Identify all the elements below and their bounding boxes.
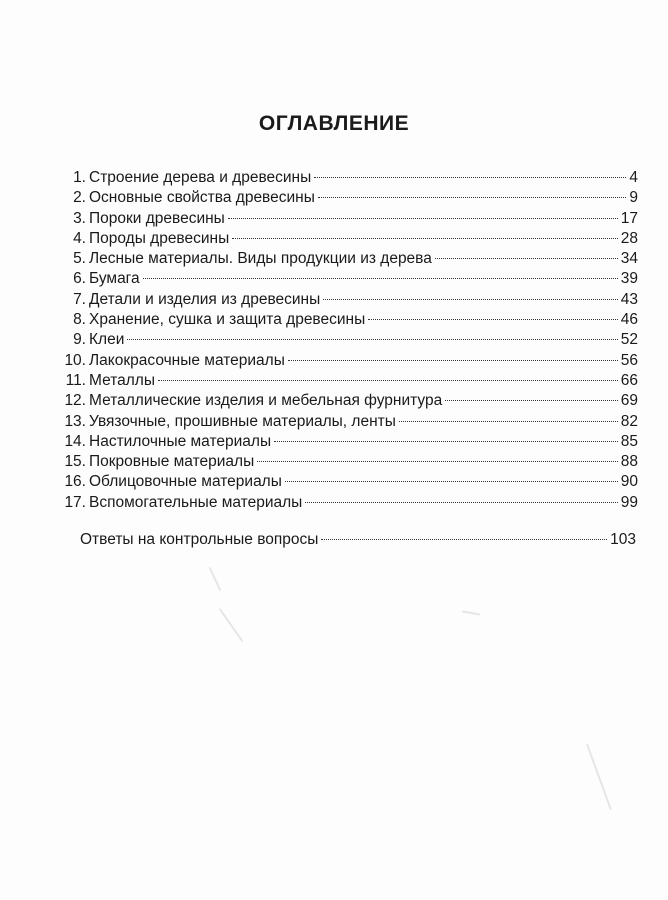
toc-entry-page: 66 [620,371,638,389]
toc-entry-number: 12. [64,392,86,410]
toc-entry-title: Лакокрасочные материалы [89,351,285,369]
toc-entry-number: 17. [64,493,86,511]
toc-entry-number: 6. [73,270,86,288]
toc-entry-title: Покровные материалы [89,453,255,471]
toc-entry [58,188,638,208]
toc-entry-title: Клеи [89,331,125,349]
toc-entry-page: 43 [620,290,638,308]
dot-leader [274,441,618,442]
toc-entry-page: 34 [620,250,638,268]
dot-leader [435,258,618,259]
toc-entry-page: 56 [620,351,638,369]
toc-entry-page: 69 [620,392,638,410]
toc-entry-page: 82 [620,412,638,430]
dot-leader [232,238,618,239]
dot-leader [143,278,618,279]
toc-entry [58,371,638,391]
toc-entry-page: 39 [620,270,638,288]
toc-entry-page: 99 [620,493,638,511]
toc-entry-answers [80,530,636,550]
toc-entry-number: 10. [64,351,86,369]
toc-entry [58,412,638,432]
table-of-contents [58,168,638,513]
toc-entry-number: 4. [73,229,86,247]
toc-entry-number: 15. [64,453,86,471]
toc-entry-number: 5. [73,250,86,268]
toc-entry [58,310,638,330]
toc-entry [58,351,638,371]
dot-leader [368,319,618,320]
toc-entry-title: Строение дерева и древесины [89,169,312,186]
dot-leader [285,481,618,482]
toc-entry-title: Детали и изделия из древесины [89,290,321,308]
toc-entry [58,229,638,249]
toc-entry-page: 52 [620,331,638,349]
toc-entry [58,452,638,472]
toc-entry [58,432,638,452]
toc-entry-page: 4 [629,169,638,186]
scan-mark [586,744,612,810]
toc-entry-page: 28 [620,229,638,247]
toc-entry-number: 14. [64,432,86,450]
toc-entry [58,290,638,310]
toc-entry-page: 88 [620,453,638,471]
toc-entry [58,269,638,289]
toc-entry-title: Хранение, сушка и защита древесины [89,311,366,329]
toc-entry-title: Основные свойства древесины [89,189,315,207]
dot-leader [399,421,618,422]
toc-entry-title: Металлы [89,371,155,389]
toc-entry-number: 3. [73,209,86,227]
toc-entry-title: Пороки древесины [89,209,225,227]
scan-mark [219,608,244,642]
toc-entry-title: Настилочные материалы [89,432,272,450]
toc-entry-title: Вспомогательные материалы [89,493,303,511]
toc-entry-number: 16. [64,473,86,491]
toc-entry-title: Породы древесины [89,229,230,247]
toc-entry-title: Лесные материалы. Виды продукции из дерева [89,250,432,268]
toc-entry [58,472,638,492]
toc-entry [58,168,638,188]
dot-leader [158,380,618,381]
dot-leader [305,502,617,503]
toc-entry-title: Увязочные, прошивные материалы, ленты [89,412,396,430]
dot-leader [288,360,618,361]
toc-entry-title: Облицовочные материалы [89,473,282,491]
dot-leader [445,400,618,401]
dot-leader [321,539,607,540]
toc-entry-title: Металлические изделия и мебельная фурнитура [89,392,443,410]
toc-entry [58,493,638,513]
toc-entry-title: Ответы на контрольные вопросы [80,531,319,548]
toc-entry-page: 9 [629,189,638,207]
dot-leader [323,299,618,300]
toc-entry [58,209,638,229]
toc-entry-page: 90 [620,473,638,491]
toc-entry-page: 85 [620,432,638,450]
toc-entry [58,330,638,350]
toc-entry-number: 2. [73,189,86,207]
dot-leader [314,177,626,178]
toc-entry-page: 17 [620,209,638,227]
toc-entry-page: 103 [610,531,636,548]
dot-leader [257,461,618,462]
scan-mark [462,610,480,615]
toc-entry-number: 11. [65,371,86,389]
toc-entry-number: 8. [73,311,86,329]
toc-entry-number: 9. [73,331,86,349]
toc-entry [58,249,638,269]
toc-entry-number: 7. [73,290,86,308]
page-title: ОГЛАВЛЕНИЕ [258,112,410,135]
toc-entry-number: 1. [73,169,86,186]
toc-entry-title: Бумага [89,270,140,288]
dot-leader [228,218,618,219]
scan-mark [209,567,222,591]
toc-entry-page: 46 [620,311,638,329]
toc-entry [58,391,638,411]
dot-leader [127,339,617,340]
toc-entry-number: 13. [64,412,86,430]
dot-leader [318,197,627,198]
